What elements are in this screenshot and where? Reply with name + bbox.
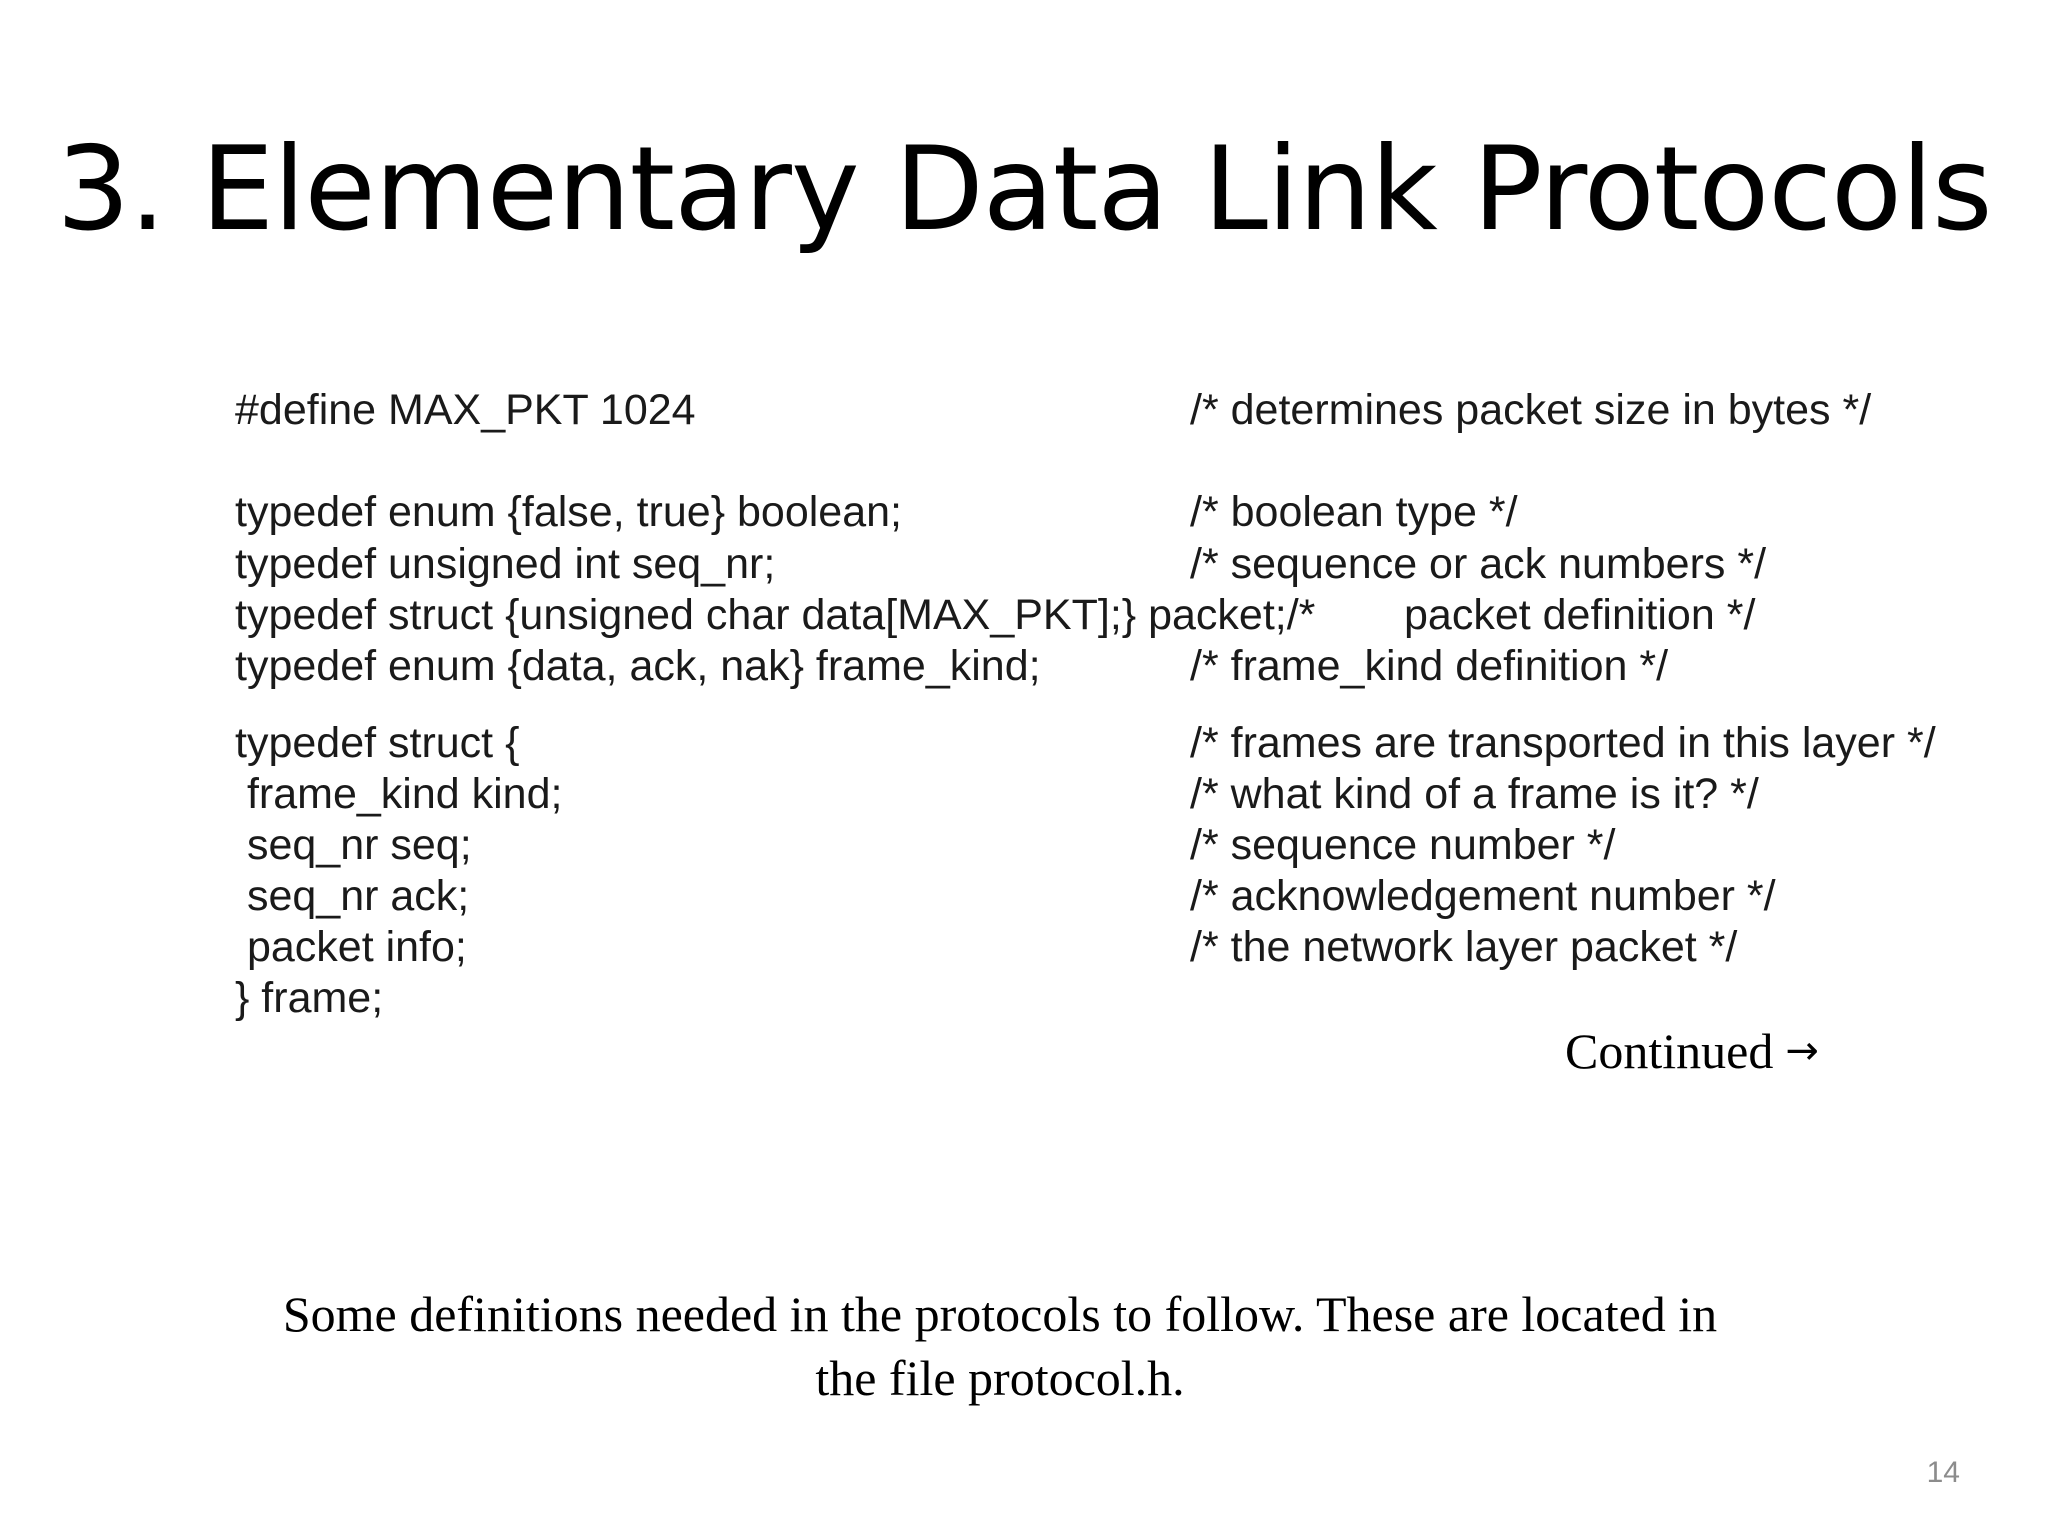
code-line-struct-open: typedef struct { — [235, 719, 520, 767]
code-line-define: #define MAX_PKT 1024 — [235, 386, 696, 434]
arrow-right-icon: → — [1785, 1028, 1819, 1074]
code-line-frame-kind: typedef enum {data, ack, nak} frame_kind; — [235, 642, 1041, 690]
code-line-struct-close: } frame; — [235, 974, 384, 1022]
code-line-packet: typedef struct {unsigned char data[MAX_PKT];} packet;/* — [235, 591, 1316, 639]
continued-note — [1565, 1021, 1819, 1081]
code-line-kind: frame_kind kind; — [235, 770, 563, 818]
caption-line-1: Some definitions needed in the protocols to follow. These are located in — [282, 1286, 1718, 1342]
comment-seq: /* sequence number */ — [1190, 821, 1616, 869]
caption-line-2: the file protocol.h. — [815, 1350, 1185, 1406]
comment-define: /* determines packet size in bytes */ — [1190, 386, 1872, 434]
comment-struct: /* frames are transported in this layer */ — [1190, 719, 1936, 767]
page-number: 14 — [1926, 1456, 1960, 1489]
comment-kind: /* what kind of a frame is it? */ — [1190, 770, 1759, 818]
comment-ack: /* acknowledgement number */ — [1190, 872, 1776, 920]
continued-label: Continued — [1565, 1023, 1774, 1079]
slide-title: 3. Elementary Data Link Protocols — [56, 122, 1992, 257]
code-line-ack: seq_nr ack; — [235, 872, 470, 920]
code-line-info: packet info; — [235, 923, 467, 971]
code-line-seq-nr: typedef unsigned int seq_nr; — [235, 540, 776, 588]
comment-boolean: /* boolean type */ — [1190, 488, 1518, 536]
comment-packet: packet definition */ — [1404, 591, 1756, 639]
code-line-seq: seq_nr seq; — [235, 821, 472, 869]
comment-info: /* the network layer packet */ — [1190, 923, 1738, 971]
comment-seq-nr: /* sequence or ack numbers */ — [1190, 540, 1767, 588]
slide-caption — [200, 1282, 1800, 1410]
code-line-boolean: typedef enum {false, true} boolean; — [235, 488, 902, 536]
comment-frame-kind: /* frame_kind definition */ — [1190, 642, 1669, 690]
